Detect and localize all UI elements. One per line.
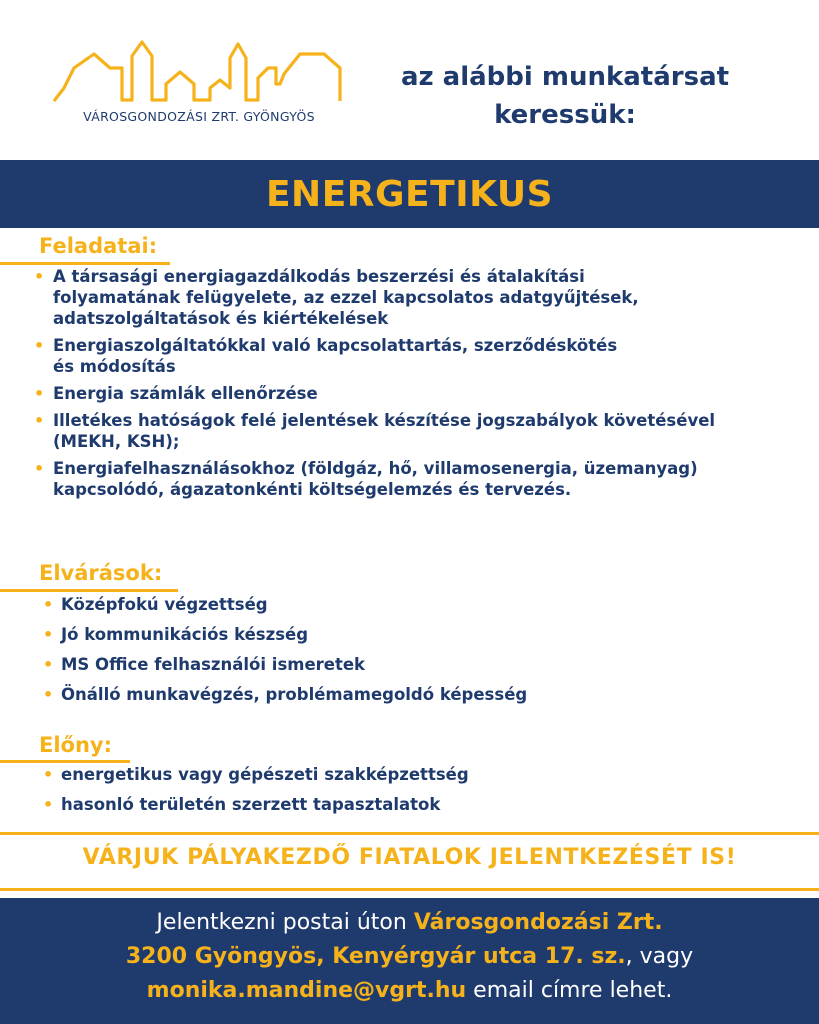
list-item bbox=[0, 654, 819, 675]
tasks-heading-underline bbox=[0, 262, 170, 265]
bullet-icon: • bbox=[43, 655, 54, 674]
bullet-icon: • bbox=[43, 795, 54, 814]
task-1-line-2: folyamatának felügyelete, az ezzel kapcsolatos adatgyűjtések, bbox=[53, 288, 639, 307]
bullet-icon: • bbox=[43, 625, 54, 644]
logo-caption: VÁROSGONDOZÁSI ZRT. GYÖNGYÖS bbox=[83, 109, 315, 124]
job-title: ENERGETIKUS bbox=[265, 174, 554, 215]
task-3-line-1: Energia számlák ellenőrzése bbox=[53, 384, 318, 403]
task-1-line-3: adatszolgáltatások és kiértékelések bbox=[53, 309, 389, 328]
footer-address: 3200 Gyöngyös, Kenyérgyár utca 17. sz. bbox=[125, 944, 626, 969]
task-4-line-1: Illetékes hatóságok felé jelentések készítése jogszabályok követésével bbox=[53, 411, 716, 430]
callout-line-2: keressük: bbox=[494, 100, 636, 130]
contact-footer bbox=[0, 898, 819, 1024]
requirements-list bbox=[0, 594, 819, 714]
advantage-2: hasonló területén szerzett tapasztalatok bbox=[61, 795, 441, 814]
city-skyline-logo-icon bbox=[50, 38, 345, 108]
bullet-icon: • bbox=[34, 267, 45, 286]
bullet-icon: • bbox=[34, 411, 45, 430]
requirement-3: MS Office felhasználói ismeretek bbox=[61, 655, 366, 674]
footer-email-link[interactable]: monika.mandine@vgrt.hu bbox=[146, 978, 467, 1003]
footer-apply-text: Jelentkezni postai úton bbox=[156, 910, 414, 935]
header-callout bbox=[395, 58, 735, 134]
callout-line-1: az alábbi munkatársat bbox=[400, 62, 730, 92]
list-item bbox=[0, 594, 819, 615]
list-item bbox=[0, 764, 819, 785]
banner-bottom-rule bbox=[0, 888, 819, 891]
list-item bbox=[0, 410, 819, 452]
list-item bbox=[0, 684, 819, 705]
footer-or-text: , vagy bbox=[625, 944, 694, 969]
company-logo bbox=[50, 38, 345, 133]
bullet-icon: • bbox=[34, 384, 45, 403]
task-4-line-2: (MEKH, KSH); bbox=[53, 432, 180, 451]
call-to-action-banner: VÁRJUK PÁLYAKEZDŐ FIATALOK JELENTKEZÉSÉT IS! bbox=[82, 845, 737, 870]
section-heading-requirements: Elvárások: bbox=[39, 561, 163, 585]
title-band bbox=[0, 160, 819, 228]
tasks-list bbox=[0, 266, 819, 506]
bullet-icon: • bbox=[34, 459, 45, 478]
banner-top-rule bbox=[0, 832, 819, 835]
bullet-icon: • bbox=[43, 595, 54, 614]
section-heading-advantages: Előny: bbox=[39, 733, 113, 757]
footer-line-1 bbox=[0, 910, 819, 935]
footer-company-name: Városgondozási Zrt. bbox=[413, 910, 663, 935]
advantages-list bbox=[0, 764, 819, 824]
bullet-icon: • bbox=[34, 336, 45, 355]
task-5-line-1: Energiafelhasználásokhoz (földgáz, hő, villamosenergia, üzemanyag) bbox=[53, 459, 698, 478]
list-item bbox=[0, 335, 819, 377]
bullet-icon: • bbox=[43, 685, 54, 704]
requirement-4: Önálló munkavégzés, problémamegoldó képesség bbox=[61, 685, 528, 704]
advantages-heading-underline bbox=[0, 760, 130, 763]
task-2-line-1: Energiaszolgáltatókkal való kapcsolattartás, szerződéskötés bbox=[53, 336, 618, 355]
section-heading-tasks: Feladatai: bbox=[39, 234, 158, 258]
advantage-1: energetikus vagy gépészeti szakképzettség bbox=[61, 765, 469, 784]
footer-line-2 bbox=[0, 944, 819, 969]
list-item bbox=[0, 458, 819, 500]
list-item bbox=[0, 624, 819, 645]
list-item bbox=[0, 383, 819, 404]
footer-line-3 bbox=[0, 978, 819, 1003]
task-1-line-1: A társasági energiagazdálkodás beszerzési és átalakítási bbox=[53, 267, 585, 286]
list-item bbox=[0, 794, 819, 815]
footer-email-suffix: email címre lehet. bbox=[466, 978, 673, 1003]
requirement-1: Középfokú végzettség bbox=[61, 595, 268, 614]
requirements-heading-underline bbox=[0, 589, 178, 592]
task-5-line-2: kapcsolódó, ágazatonkénti költségelemzés és tervezés. bbox=[53, 480, 572, 499]
task-2-line-2: és módosítás bbox=[53, 357, 176, 376]
bullet-icon: • bbox=[43, 765, 54, 784]
requirement-2: Jó kommunikációs készség bbox=[61, 625, 309, 644]
list-item bbox=[0, 266, 819, 329]
